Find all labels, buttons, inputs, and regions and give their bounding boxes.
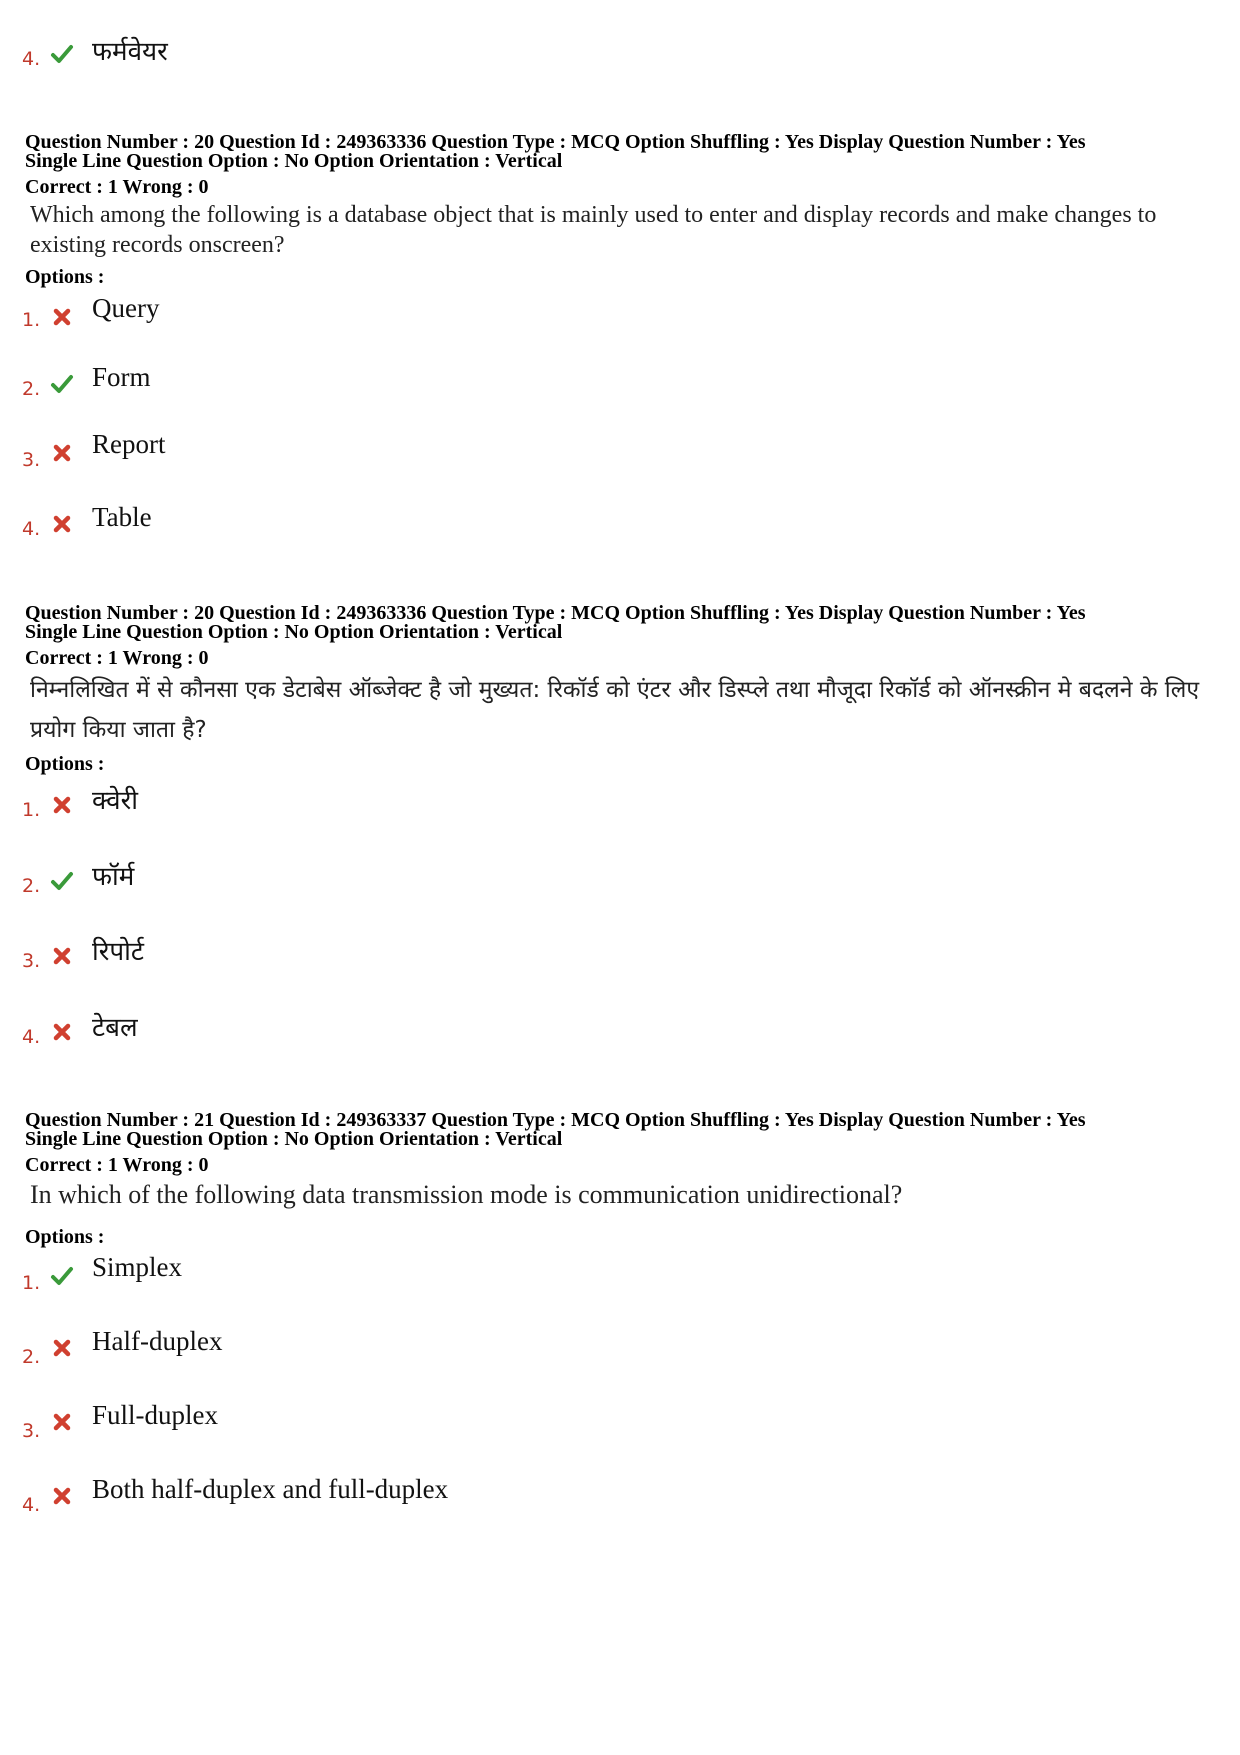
option-number: 4. (22, 48, 41, 70)
question-meta: Single Line Question Option : No Option Orientation : Vertical (25, 1128, 563, 1150)
option-number: 2. (22, 875, 41, 897)
option-text: Simplex (92, 1252, 183, 1282)
option-text: Half-duplex (92, 1326, 223, 1356)
cross-icon (50, 1484, 74, 1508)
check-icon (50, 372, 74, 396)
option-text: फॉर्म (92, 862, 135, 892)
question-meta: Question Number : 20 Question Id : 249363336 Question Type : MCQ Option Shuffling : Yes Display Question Number : Yes (25, 131, 1086, 153)
option-text: फर्मवेयर (92, 37, 168, 67)
cross-icon (50, 944, 74, 968)
option-text: Table (92, 502, 152, 532)
cross-icon (50, 1020, 74, 1044)
check-icon (50, 42, 74, 66)
cross-icon (50, 441, 74, 465)
option-number: 1. (22, 1272, 41, 1294)
option-number: 3. (22, 1420, 41, 1442)
question-meta: Single Line Question Option : No Option Orientation : Vertical (25, 150, 563, 172)
option-number: 4. (22, 1026, 41, 1048)
option-number: 2. (22, 378, 41, 400)
options-label: Options : (25, 753, 105, 775)
option-text: क्वेरी (92, 786, 138, 816)
option-number: 1. (22, 799, 41, 821)
question-meta: Single Line Question Option : No Option Orientation : Vertical (25, 621, 563, 643)
options-label: Options : (25, 1226, 105, 1248)
option-text: Both half-duplex and full-duplex (92, 1474, 449, 1504)
cross-icon (50, 1410, 74, 1434)
option-text: Report (92, 429, 166, 459)
option-number: 2. (22, 1346, 41, 1368)
question-text: Which among the following is a database object that is mainly used to enter and display records and make changes to existing records onscreen? (30, 202, 1157, 258)
check-icon (50, 1264, 74, 1288)
cross-icon (50, 512, 74, 536)
option-text: Form (92, 362, 151, 392)
check-icon (50, 869, 74, 893)
options-label: Options : (25, 266, 105, 288)
option-text: रिपोर्ट (92, 937, 144, 967)
question-marks: Correct : 1 Wrong : 0 (25, 176, 209, 198)
option-number: 3. (22, 449, 41, 471)
cross-icon (50, 305, 74, 329)
option-number: 1. (22, 309, 41, 331)
option-text: Query (92, 293, 160, 323)
question-text: निम्नलिखित में से कौनसा एक डेटाबेस ऑब्जेक्ट है जो मुख्यत: रिकॉर्ड को एंटर और डिस्प्ले तथा मौजूदा रिकॉर्ड को ऑनस्क्रीन मे बदलने के लिए प्रयोग किया जाता है? (30, 677, 1200, 743)
question-meta: Question Number : 20 Question Id : 249363336 Question Type : MCQ Option Shuffling : Yes Display Question Number : Yes (25, 602, 1086, 624)
question-marks: Correct : 1 Wrong : 0 (25, 1154, 209, 1176)
question-marks: Correct : 1 Wrong : 0 (25, 647, 209, 669)
question-text: In which of the following data transmission mode is communication unidirectional? (30, 1180, 903, 1209)
option-text: टेबल (92, 1013, 138, 1043)
question-meta: Question Number : 21 Question Id : 249363337 Question Type : MCQ Option Shuffling : Yes Display Question Number : Yes (25, 1109, 1086, 1131)
option-number: 3. (22, 950, 41, 972)
option-number: 4. (22, 1494, 41, 1516)
option-number: 4. (22, 518, 41, 540)
cross-icon (50, 793, 74, 817)
cross-icon (50, 1336, 74, 1360)
option-text: Full-duplex (92, 1400, 218, 1430)
